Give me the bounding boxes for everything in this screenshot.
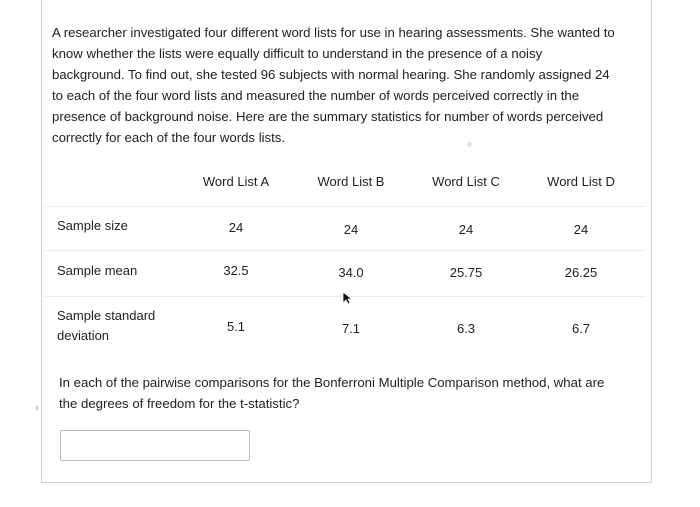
- intro-line: to each of the four word lists and measured the number of words perceived correctly in the: [52, 88, 580, 103]
- table-cell: 32.5: [223, 263, 249, 278]
- intro-line: background. To find out, she tested 96 subjects with normal hearing. She randomly assigned 24: [52, 67, 610, 82]
- row-divider: [45, 206, 645, 207]
- margin-dot: [35, 406, 39, 410]
- column-header-word-list-c: Word List C: [432, 174, 500, 189]
- problem-intro: [52, 22, 644, 148]
- column-header-word-list-a: Word List A: [202, 174, 270, 189]
- row-divider: [45, 250, 645, 251]
- row-label-sample-mean: Sample mean: [57, 263, 138, 278]
- intro-line: presence of background noise. Here are the summary statistics for number of words perceived: [52, 109, 604, 124]
- table-cell: 5.1: [226, 319, 246, 334]
- table-cell: 25.75: [449, 265, 483, 280]
- table-cell: 34.0: [338, 265, 364, 280]
- row-label-line: Sample standard: [57, 308, 156, 323]
- summary-statistics-table: [45, 164, 645, 360]
- table-cell: 24: [228, 220, 244, 235]
- row-label-sample-size: Sample size: [57, 218, 128, 233]
- table-cell: 6.3: [456, 321, 476, 336]
- row-label-sample-standard-deviation: [57, 306, 155, 346]
- question-line: In each of the pairwise comparisons for the Bonferroni Multiple Comparison method, what are: [59, 375, 605, 390]
- table-cell: 7.1: [341, 321, 361, 336]
- intro-line: know whether the lists were equally difficult to understand in the presence of a noisy: [52, 46, 543, 61]
- row-label-line: deviation: [57, 328, 110, 343]
- answer-input[interactable]: [60, 430, 250, 461]
- intro-line: correctly for each of the four words lists.: [52, 130, 286, 145]
- question-text: [59, 372, 639, 414]
- column-header-word-list-b: Word List B: [317, 174, 385, 189]
- margin-dot: [467, 142, 472, 147]
- intro-line: A researcher investigated four different word lists for use in hearing assessments. She wanted to: [52, 25, 615, 40]
- table-cell: 6.7: [571, 321, 591, 336]
- table-cell: 24: [573, 222, 589, 237]
- table-cell: 24: [343, 222, 359, 237]
- question-line: the degrees of freedom for the t-statistic?: [59, 396, 300, 411]
- table-cell: 24: [458, 222, 474, 237]
- table-cell: 26.25: [564, 265, 598, 280]
- mouse-cursor-icon: [342, 291, 354, 305]
- column-header-word-list-d: Word List D: [547, 174, 615, 189]
